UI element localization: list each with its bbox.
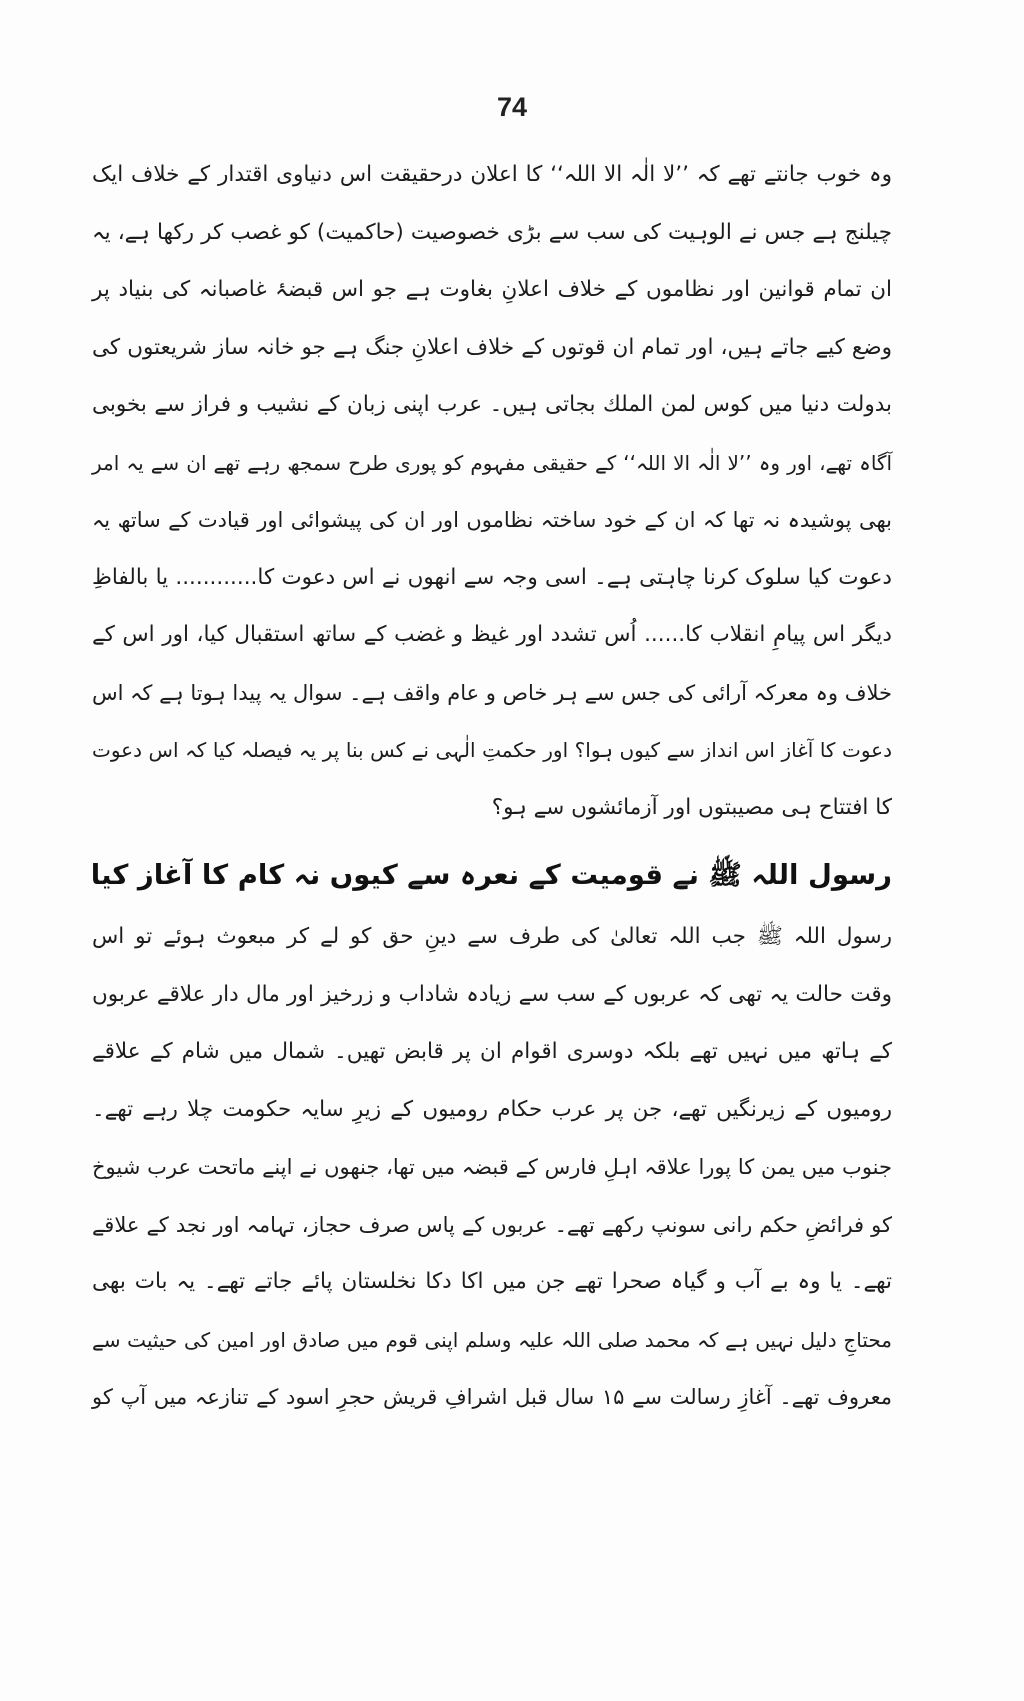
text-line: کے ہاتھ میں نہیں تھے بلکہ دوسری اقوام ان پر قابض تھیں۔ شمال میں شام کے علاقے bbox=[92, 1039, 892, 1064]
text-line: کا افتتاح ہی مصیبتوں اور آزمائشوں سے ہو؟ bbox=[491, 794, 892, 820]
text-line: وقت حالت یہ تھی کہ عربوں کے سب سے زیادہ شاداب و زرخیز اور مال دار علاقے عربوں bbox=[92, 981, 892, 1007]
text-line: رومیوں کے زیرنگیں تھے، جن پر عرب حکام رومیوں کے زیرِ سایہ حکومت چلا رہے تھے۔ bbox=[92, 1096, 892, 1122]
text-line: وہ خوب جانتے تھے کہ ’’لا الٰہ الا اللہ‘‘ کا اعلان درحقیقت اس دنیاوی اقتدار کے خلاف ایک bbox=[92, 162, 892, 187]
text-line: آگاہ تھے، اور وہ ’’لا الٰہ الا اللہ‘‘ کے حقیقی مفہوم کو پوری طرح سمجھ رہے تھے ان سے یہ امر bbox=[92, 450, 892, 475]
text-line: خلاف وہ معرکہ آرائی کی جس سے ہر خاص و عام واقف ہے۔ سوال یہ پیدا ہوتا ہے کہ اس bbox=[91, 680, 892, 705]
text-line: جنوب میں یمن کا پورا علاقہ اہلِ فارس کے قبضہ میں تھا، جنھوں نے اپنے ماتحت عرب شیوخ bbox=[92, 1155, 892, 1179]
text-line: چیلنج ہے جس نے الوہیت کی سب سے بڑی خصوصیت (حاکمیت) کو غصب کر رکھا ہے، یہ bbox=[92, 219, 892, 245]
page-number: 74 bbox=[496, 92, 528, 122]
paragraph-section bbox=[92, 912, 892, 1430]
text-line: دعوت کیا سلوک کرنا چاہتی ہے۔ اسی وجہ سے انھوں نے اس دعوت کا............ یا بالفاظِ bbox=[92, 564, 892, 590]
text-line: بھی پوشیدہ نہ تھا کہ ان کے خود ساختہ نظاموں اور ان کی پیشوائی اور قیادت کے ساتھ یہ bbox=[92, 508, 892, 532]
text-line: محتاجِ دلیل نہیں ہے کہ محمد صلی اللہ علیہ وسلم اپنی قوم میں صادق اور امین کی حیثیت سے bbox=[92, 1327, 892, 1352]
text-line: تھے۔ یا وہ بے آب و گیاہ صحرا تھے جن میں اکا دکا نخلستان پائے جاتے تھے۔ یہ بات بھی bbox=[92, 1269, 892, 1294]
text-line: رسول اللہ ﷺ جب اللہ تعالیٰ کی طرف سے دینِ حق کو لے کر مبعوث ہوئے تو اس bbox=[92, 924, 892, 949]
paragraph-intro bbox=[92, 150, 892, 840]
text-line: معروف تھے۔ آغازِ رسالت سے ۱۵ سال قبل اشرافِ قریش حجرِ اسود کے تنازعہ میں آپ کو bbox=[92, 1385, 892, 1409]
section-heading: رسول اللہ ﷺ نے قومیت کے نعرہ سے کیوں نہ کام کا آغاز کیا bbox=[90, 859, 892, 891]
page-content bbox=[92, 150, 892, 1430]
text-line: ان تمام قوانین اور نظاموں کے خلاف اعلانِ بغاوت ہے جو اس قبضۂ غاصبانہ کی بنیاد پر bbox=[92, 277, 892, 302]
text-line: دیگر اس پیامِ انقلاب کا...... اُس تشدد اور غیظ و غضب کے ساتھ استقبال کیا، اور اس کے bbox=[92, 622, 892, 647]
text-line: کو فرائضِ حکم رانی سونپ رکھے تھے۔ عربوں کے پاس صرف حجاز، تہامہ اور نجد کے علاقے bbox=[92, 1212, 892, 1237]
text-line: بدولت دنیا میں کوس لمن الملك بجاتی ہیں۔ عرب اپنی زبان کے نشیب و فراز سے بخوبی bbox=[92, 392, 892, 417]
text-line: دعوت کا آغاز اس انداز سے کیوں ہوا؟ اور حکمتِ الٰہی نے کس بنا پر یہ فیصلہ کیا کہ اس دعوت bbox=[92, 738, 892, 762]
text-line: وضع کیے جاتے ہیں، اور تمام ان قوتوں کے خلاف اعلانِ جنگ ہے جو خانہ ساز شریعتوں کی bbox=[92, 334, 892, 360]
